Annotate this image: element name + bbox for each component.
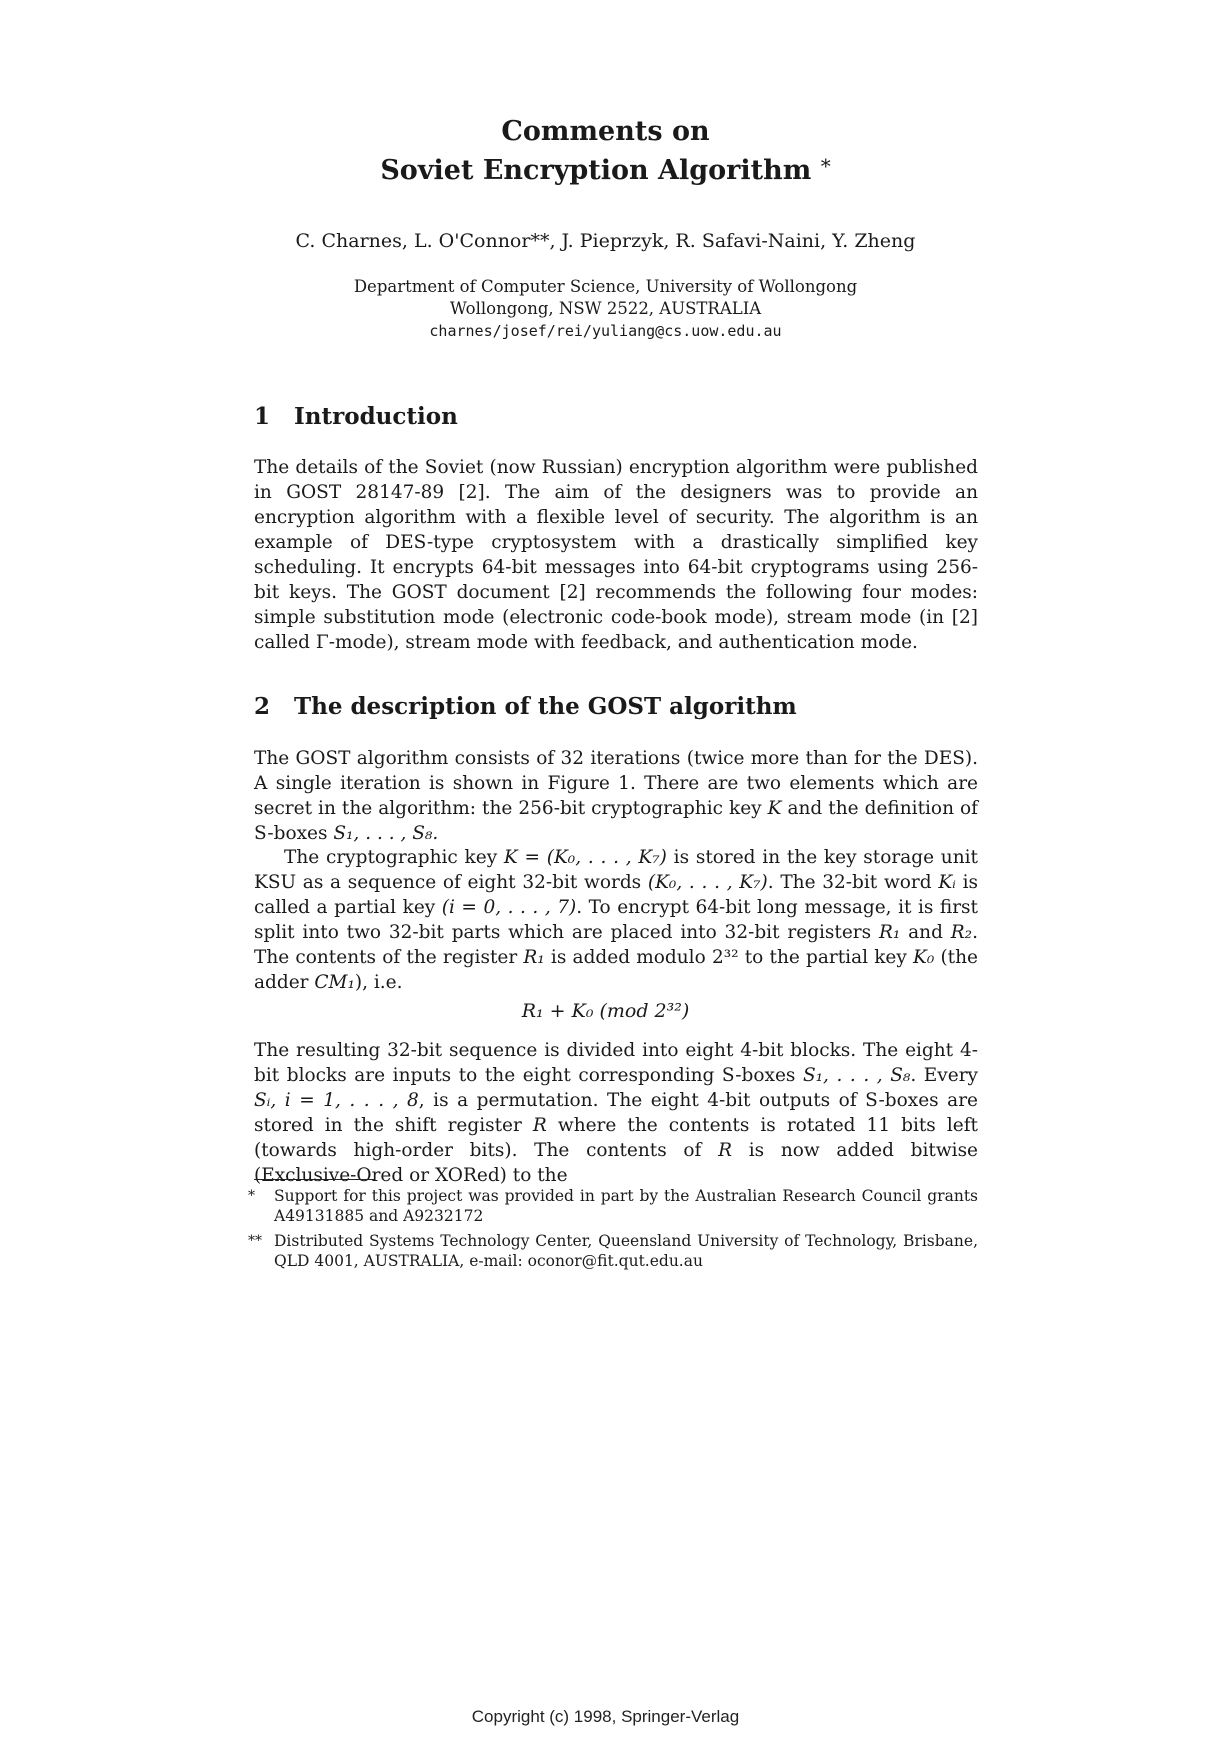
section-heading-gost bbox=[254, 693, 797, 720]
math-key-words: (K₀, . . . , K₇) bbox=[647, 872, 768, 893]
footnote-mark: * bbox=[248, 1188, 255, 1204]
math-i-range: (i = 0, . . . , 7) bbox=[441, 897, 577, 918]
affiliation-address: Wollongong, NSW 2522, AUSTRALIA bbox=[449, 299, 762, 318]
text-run: The GOST algorithm consists of 32 iterations (twice more than for the DES). A single iteration is shown in Figure 1. There are two elements which are secret in the algorithm: the 256-bit cryptographic key bbox=[254, 748, 978, 819]
text-run: The cryptographic key bbox=[284, 847, 504, 868]
section-title: The description of the GOST algorithm bbox=[294, 693, 797, 720]
math-r1: R₁ bbox=[878, 922, 901, 943]
text-run: . Every bbox=[910, 1065, 978, 1086]
section-heading-introduction bbox=[254, 403, 458, 430]
text-run: , is a permutation. The eight 4-bit outputs of S-boxes are stored in the shift register bbox=[254, 1090, 978, 1136]
affiliation-email: charnes/josef/rei/yuliang@cs.uow.edu.au bbox=[429, 322, 782, 340]
text-run: . The 32-bit word bbox=[767, 872, 939, 893]
gost-paragraph-3 bbox=[254, 1038, 978, 1188]
math-key-def: K = (K₀, . . . , K₇) bbox=[503, 847, 667, 868]
gost-paragraph-1 bbox=[254, 746, 978, 846]
text-run: is stored in the key storage unit KSU as a sequence of eight 32-bit words bbox=[254, 847, 978, 893]
paper-title bbox=[0, 114, 1211, 188]
text-run: is called a partial key bbox=[254, 872, 978, 918]
footnote-2 bbox=[248, 1231, 978, 1271]
text-run: ), i.e. bbox=[354, 972, 403, 993]
text-run: (the adder bbox=[254, 947, 978, 993]
math-r2: R₂ bbox=[950, 922, 973, 943]
math-r: R bbox=[718, 1140, 733, 1161]
math-si: Sᵢ, bbox=[254, 1090, 277, 1111]
math-k0: K₀ bbox=[913, 947, 935, 968]
section-title: Introduction bbox=[294, 403, 458, 430]
section-number: 2 bbox=[254, 693, 271, 720]
section-number: 1 bbox=[254, 403, 271, 430]
math-r1: R₁ bbox=[523, 947, 545, 968]
author-list: C. Charnes, L. O'Connor**, J. Pieprzyk, R. Safavi-Naini, Y. Zheng bbox=[295, 230, 916, 252]
text-run: where the contents is rotated 11 bits left (towards high-order bits). The contents of bbox=[254, 1115, 978, 1161]
text-run: . To encrypt 64-bit long message, it is first split into two 32-bit parts which are placed into 32-bit registers bbox=[254, 897, 978, 943]
math-s-range: S₁, . . . , S₈. bbox=[333, 823, 439, 844]
text-run: is added modulo bbox=[544, 947, 712, 968]
affiliation-department: Department of Computer Science, University of Wollongong bbox=[353, 277, 858, 296]
math-k: K bbox=[767, 798, 782, 819]
math-two32: 2³² bbox=[711, 947, 739, 968]
title-line-2-text: Soviet Encryption Algorithm bbox=[380, 155, 812, 186]
text-run: . The contents of the register bbox=[254, 922, 978, 968]
text-run: The resulting 32-bit sequence is divided into eight 4-bit blocks. The eight 4-bit blocks are inputs to the eight corresponding S-boxes bbox=[254, 1040, 978, 1086]
text-run: and bbox=[900, 922, 951, 943]
gost-paragraph-2 bbox=[254, 845, 978, 995]
affiliation bbox=[0, 276, 1211, 342]
text-run: is now added bitwise (Exclusive-Ored or XORed) to the bbox=[254, 1140, 979, 1186]
math-s-range: S₁, . . . , S₈ bbox=[802, 1065, 911, 1086]
text-run: and the definition of S-boxes bbox=[254, 798, 978, 844]
footnote-mark: ** bbox=[248, 1233, 262, 1249]
copyright-notice: Copyright (c) 1998, Springer-Verlag bbox=[471, 1707, 740, 1726]
title-footnote-mark: * bbox=[820, 154, 831, 178]
intro-paragraph: The details of the Soviet (now Russian) encryption algorithm were published in GOST 28147-89 [2]. The aim of the designers was to provide an encryption algorithm with a flexible level of security. The algorithm is an example of DES-type cryptosystem with a drastically simplified key scheduling. It encrypts 64-bit messages into 64-bit cryptograms using 256-bit keys. The GOST document [2] recommends the following four modes: simple substitution mode (electronic code-book mode), stream mode (in [2] called Γ-mode), stream mode with feedback, and authentication mode. bbox=[254, 457, 978, 653]
math-r: R bbox=[532, 1115, 547, 1136]
math-i-range-2: i = 1, . . . , 8 bbox=[284, 1090, 419, 1111]
title-line-1: Comments on bbox=[501, 116, 710, 147]
math-cm1: CM₁ bbox=[314, 972, 355, 993]
math-ki: Kᵢ bbox=[938, 872, 956, 893]
footnote-text: Support for this project was provided in part by the Australian Research Council grants A49131885 and A9232172 bbox=[274, 1187, 978, 1225]
text-run: to the partial key bbox=[738, 947, 914, 968]
footnote-1 bbox=[248, 1186, 978, 1226]
footnote-text: Distributed Systems Technology Center, Queensland University of Technology, Brisbane, QLD 4001, AUSTRALIA, e-mail: oconor@fit.qut.edu.au bbox=[274, 1232, 978, 1270]
equation-addition: R₁ + K₀ (mod 2³²) bbox=[521, 1000, 690, 1022]
title-line-2 bbox=[0, 149, 1211, 188]
footnote-divider bbox=[254, 1179, 374, 1180]
